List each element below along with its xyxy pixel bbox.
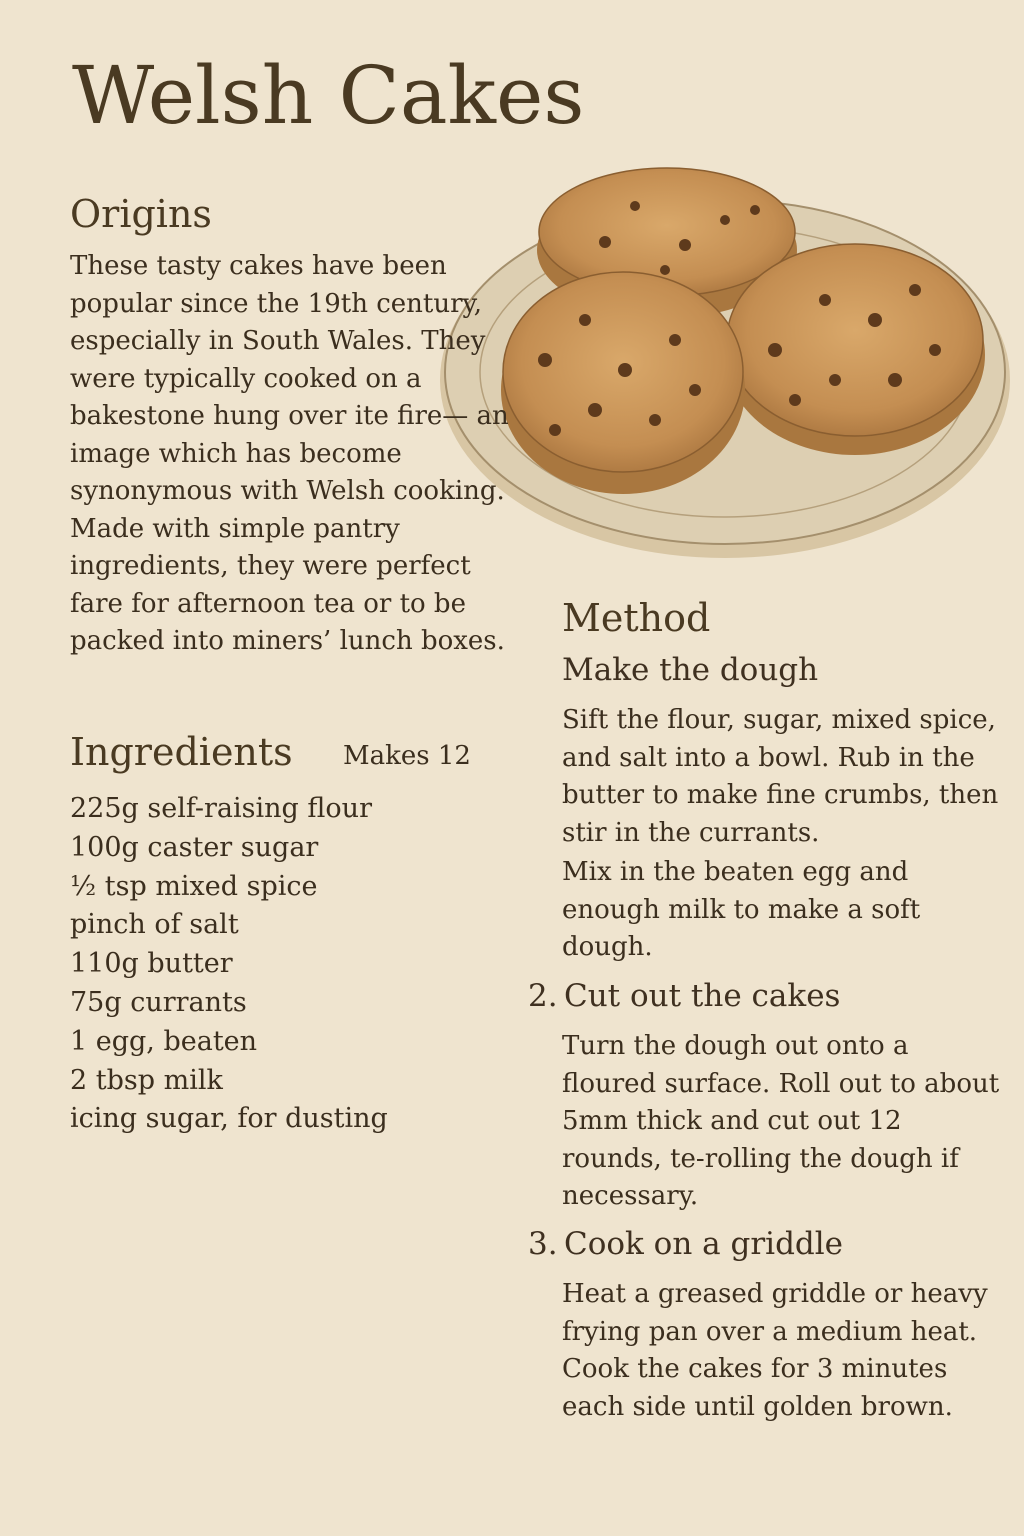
step-1-paragraph: Sift the flour, sugar, mixed spice, and salt into a bowl. Rub in the butter to make fine crumbs, then stir in the currants. <box>562 705 999 848</box>
step-3-body <box>562 1276 1002 1428</box>
cake-front <box>501 272 745 494</box>
step-3-paragraph: Heat a greased griddle or heavy frying pan over a medium heat. Cook the cakes for 3 minutes each side until golden brown. <box>562 1279 988 1422</box>
ingredient-item: 100g caster sugar <box>70 831 319 863</box>
method-heading: Method <box>562 596 711 640</box>
step-3-title: Cook on a griddle <box>564 1226 844 1262</box>
step-2-paragraph: Turn the dough out onto a floured surface. Roll out to about 5mm thick and cut out 12 rounds, te-rolling the dough if necessary. <box>562 1031 1000 1211</box>
origins-text: These tasty cakes have been popular since the 19th century, especially in South Wales. They were typically cooked on a bakestone hung over ite fire— an image which has become synonymous with Welsh cooking. Made with simple pantry ingredients, they were perfect fare for afternoon tea or to be packed into miners’ lunch boxes. <box>70 251 509 656</box>
ingredient-item: pinch of salt <box>70 909 239 941</box>
ingredient-item: ½ tsp mixed spice <box>70 870 318 902</box>
ingredient-item: icing sugar, for dusting <box>70 1103 388 1135</box>
ingredient-item: 2 tbsp milk <box>70 1064 223 1096</box>
ingredient-item: 75g currants <box>70 986 247 1018</box>
origins-heading: Origins <box>70 192 212 236</box>
step-1-body <box>562 702 1002 969</box>
step-1-paragraph: Mix in the beaten egg and enough milk to make a soft dough. <box>562 857 921 962</box>
ingredients-list <box>70 790 388 1139</box>
ingredients-yield: Makes 12 <box>343 741 471 771</box>
ingredient-item: 225g self-raising flour <box>70 793 372 824</box>
step-3-number: 3. <box>528 1226 558 1262</box>
page-title: Welsh Cakes <box>72 49 585 142</box>
cake-right <box>725 244 985 455</box>
step-1-title: Make the dough <box>562 652 819 688</box>
step-2-body <box>562 1028 1002 1218</box>
step-2-title: Cut out the cakes <box>564 978 841 1014</box>
step-2-number: 2. <box>528 978 558 1014</box>
welsh-cakes-plate-illustration <box>435 150 1015 570</box>
ingredient-item: 1 egg, beaten <box>70 1025 258 1057</box>
ingredients-heading: Ingredients <box>70 730 293 774</box>
ingredient-item: 110g butter <box>70 948 233 980</box>
